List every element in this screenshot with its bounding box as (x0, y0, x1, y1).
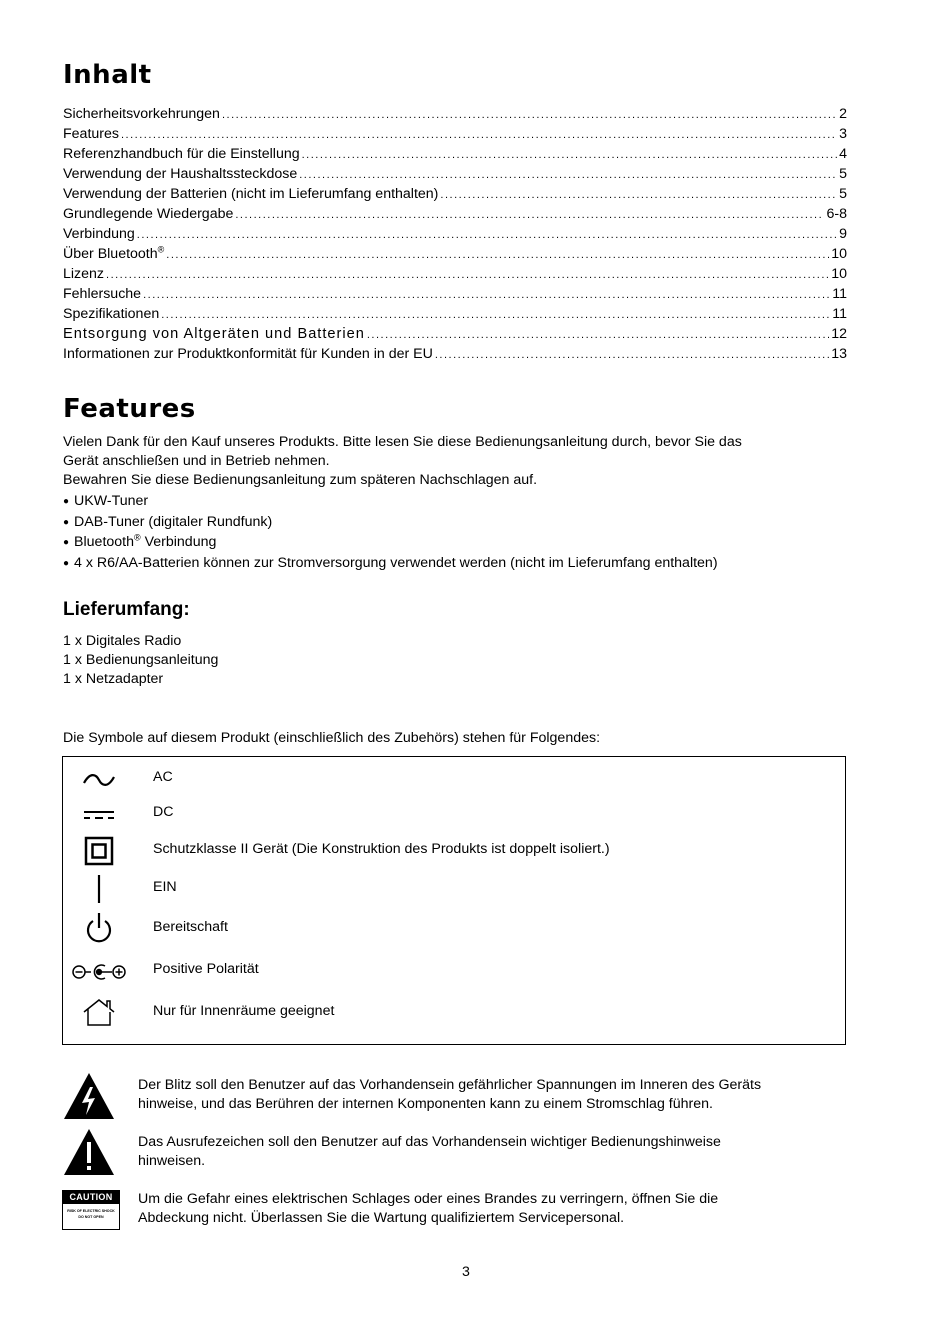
features-heading: Features (63, 394, 196, 424)
caution-small-text: RISK OF ELECTRIC SHOCK (67, 1209, 115, 1213)
toc-leader-dots (302, 145, 837, 165)
lieferumfang-item: 1 x Digitales Radio (63, 633, 182, 649)
lieferumfang-heading: Lieferumfang: (63, 599, 190, 620)
toc-entry-page: 11 (832, 306, 847, 322)
toc-entry-page: 10 (831, 266, 847, 282)
symbol-row (63, 798, 843, 828)
warning-line: hinweisen. (138, 1153, 206, 1169)
caution-label-heading: CAUTION (63, 1191, 119, 1204)
intro-line: Bewahren Sie diese Bedienungsanleitung zum späteren Nachschlagen auf. (63, 472, 538, 488)
caution-warning-text (138, 1190, 838, 1228)
toc-entry[interactable] (63, 224, 847, 244)
intro-line: Vielen Dank für den Kauf unseres Produkts. Bitte lesen Sie diese Bedienungsanleitung durch, bevor Sie das (63, 434, 742, 450)
toc-entry[interactable] (63, 104, 847, 124)
toc-entry-label: Informationen zur Produktkonformität für Kunden in der EU (63, 346, 433, 362)
symbol-row (63, 955, 843, 985)
lieferumfang-item: 1 x Netzadapter (63, 671, 164, 687)
warning-line: Das Ausrufezeichen soll den Benutzer auf das Vorhandensein wichtiger Bedienungshinweise (138, 1134, 721, 1150)
symbol-label: Bereitschaft (153, 919, 228, 935)
warning-line: hinweise, und das Berühren der internen Komponenten kann zu einem Stromschlag führen. (138, 1096, 713, 1112)
toc-leader-dots (235, 205, 824, 225)
feature-item-text: UKW-Tuner (74, 493, 149, 509)
toc-entry[interactable] (63, 184, 847, 204)
toc-leader-dots (440, 185, 837, 205)
positive-polarity-icon (71, 955, 127, 989)
toc-leader-dots (435, 345, 829, 365)
feature-item (63, 533, 718, 554)
exclamation-triangle-icon (62, 1127, 116, 1182)
lieferumfang-item: 1 x Bedienungsanleitung (63, 652, 219, 668)
lightning-triangle-icon (62, 1071, 116, 1126)
symbol-label: Nur für Innenräume geeignet (153, 1003, 335, 1019)
symbol-row (63, 911, 843, 941)
toc-entry-label: Verwendung der Batterien (nicht im Lieferumfang enthalten) (63, 186, 439, 202)
lightning-warning-text (138, 1076, 838, 1114)
toc-leader-dots (161, 305, 830, 325)
symbol-label: AC (153, 769, 173, 785)
toc-entry[interactable] (63, 324, 847, 344)
exclamation-warning-text (138, 1133, 838, 1171)
feature-item-text: DAB-Tuner (digitaler Rundfunk) (74, 513, 273, 530)
toc-entry-page: 13 (831, 346, 847, 362)
toc-leader-dots (222, 105, 837, 125)
feature-item-text: Verbindung (140, 534, 217, 550)
toc-leader-dots (166, 245, 829, 265)
inhalt-heading: Inhalt (63, 60, 152, 90)
toc-entry[interactable] (63, 344, 847, 364)
toc-entry-page: 5 (839, 186, 847, 202)
toc-entry-label: Lizenz (63, 266, 105, 282)
toc-entry-page: 12 (831, 326, 847, 342)
toc-entry-label: Features (63, 126, 119, 142)
toc-leader-dots (143, 285, 830, 305)
caution-label-icon (62, 1190, 120, 1230)
symbol-row (63, 995, 843, 1025)
feature-item (63, 554, 718, 575)
standby-power-icon (71, 911, 127, 945)
toc-entry-label: Fehlersuche (63, 286, 142, 302)
features-intro (63, 433, 853, 490)
toc-entry-page: 2 (839, 106, 847, 122)
toc-entry[interactable] (63, 164, 847, 184)
table-of-contents (63, 104, 847, 364)
class-ii-double-square-icon (71, 834, 127, 868)
feature-item (63, 513, 718, 534)
toc-entry-page: 4 (839, 146, 847, 162)
page-number: 3 (462, 1264, 470, 1280)
symbol-label: EIN (153, 879, 177, 895)
registered-mark: ® (134, 532, 141, 543)
symbol-row (63, 763, 843, 793)
toc-entry[interactable] (63, 284, 847, 304)
lieferumfang-list (63, 632, 218, 689)
intro-line: Gerät anschließen und in Betrieb nehmen. (63, 453, 330, 469)
dc-icon (71, 798, 127, 832)
toc-entry-page: 10 (831, 246, 847, 262)
symbols-table (62, 756, 846, 1045)
toc-entry-label (63, 244, 164, 264)
symbol-label: Schutzklasse II Gerät (Die Konstruktion des Produkts ist doppelt isoliert.) (153, 841, 610, 857)
toc-entry-page: 9 (839, 226, 847, 242)
toc-leader-dots (367, 325, 829, 345)
symbol-label: DC (153, 804, 174, 820)
toc-entry-label: Sicherheitsvorkehrungen (63, 106, 220, 122)
toc-entry-page: 6-8 (826, 206, 847, 222)
toc-entry[interactable] (63, 124, 847, 144)
toc-entry[interactable] (63, 264, 847, 284)
indoor-house-icon (71, 995, 127, 1029)
toc-entry-page: 11 (832, 286, 847, 302)
symbol-row (63, 834, 843, 864)
symbol-row (63, 872, 843, 902)
feature-item-text: Bluetooth (74, 534, 134, 550)
registered-mark: ® (157, 244, 165, 255)
feature-item-text: 4 x R6/AA-Batterien können zur Stromversorgung verwendet werden (nicht im Lieferumfang enthalten) (74, 554, 718, 571)
ac-tilde-icon (71, 763, 127, 797)
toc-leader-dots (299, 165, 837, 185)
symbols-intro: Die Symbole auf diesem Produkt (einschließlich des Zubehörs) stehen für Folgendes: (63, 730, 601, 746)
toc-entry-label: Grundlegende Wiedergabe (63, 206, 234, 222)
toc-leader-dots (137, 225, 837, 245)
toc-entry[interactable] (63, 304, 847, 324)
toc-leader-dots (121, 125, 837, 145)
toc-entry-label: Entsorgung von Altgeräten und Batterien (63, 326, 365, 342)
toc-entry[interactable] (63, 144, 847, 164)
toc-leader-dots (106, 265, 829, 285)
toc-entry-page: 3 (839, 126, 847, 142)
toc-entry[interactable] (63, 244, 847, 264)
toc-entry-label: Referenzhandbuch für die Einstellung (63, 146, 300, 162)
toc-entry-label: Verbindung (63, 226, 135, 242)
toc-entry-label-text: Über Bluetooth (63, 246, 158, 262)
toc-entry-page: 5 (839, 166, 847, 182)
warning-line: Abdeckung nicht. Überlassen Sie die Wartung qualifiziertem Servicepersonal. (138, 1210, 625, 1226)
features-list (63, 492, 718, 574)
caution-small-text: DO NOT OPEN (78, 1215, 104, 1219)
power-on-line-icon (71, 872, 127, 906)
toc-entry-label: Verwendung der Haushaltssteckdose (63, 166, 298, 182)
warning-line: Um die Gefahr eines elektrischen Schlages oder eines Brandes zu verringern, öffnen Sie die (138, 1191, 719, 1207)
feature-item (63, 492, 718, 513)
warning-line: Der Blitz soll den Benutzer auf das Vorhandensein gefährlicher Spannungen im Inneren des Geräts (138, 1077, 762, 1093)
toc-entry-label: Spezifikationen (63, 306, 160, 322)
toc-entry[interactable] (63, 204, 847, 224)
symbol-label: Positive Polarität (153, 961, 259, 977)
